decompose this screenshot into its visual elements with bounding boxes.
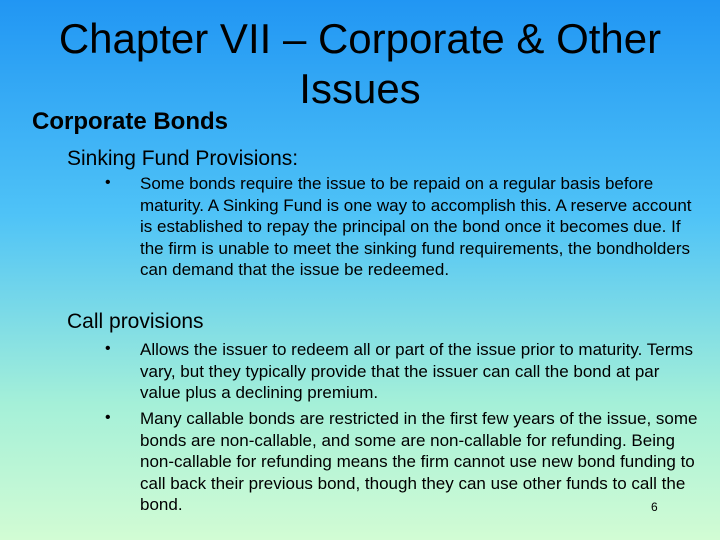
call-provision-item: Many callable bonds are restricted in the first few years of the issue, some bonds are non-callable, and some are non-callable for refunding. Being non-callable for refunding means the firm cannot use new bond funding to call back their previous bond, though they can use other funds to call the bond. bbox=[140, 409, 698, 514]
call-provision-item: Allows the issuer to redeem all or part of the issue prior to maturity. Terms vary, but they typically provide that the issuer can call the bond at par value plus a declining premium. bbox=[140, 340, 694, 402]
bullet-icon: • bbox=[105, 409, 111, 426]
sinking-fund-item: Some bonds require the issue to be repaid on a regular basis before maturity. A Sinking Fund is one way to accomplish this. A reserve account is established to repay the principal on the bond once it becomes due. If the firm is unable to meet the sinking fund requirements, the bondholders can demand that the issue be redeemed. bbox=[140, 174, 692, 279]
slide-subtitle: Corporate Bonds bbox=[32, 108, 229, 135]
sinking-fund-heading: Sinking Fund Provisions: bbox=[67, 147, 299, 170]
slide-title: Chapter VII – Corporate & Other Issues bbox=[58, 15, 662, 112]
slide-number: 6 bbox=[651, 500, 658, 514]
bullet-icon: • bbox=[105, 340, 111, 357]
bullet-icon: • bbox=[105, 174, 111, 191]
call-provisions-heading: Call provisions bbox=[67, 310, 204, 333]
